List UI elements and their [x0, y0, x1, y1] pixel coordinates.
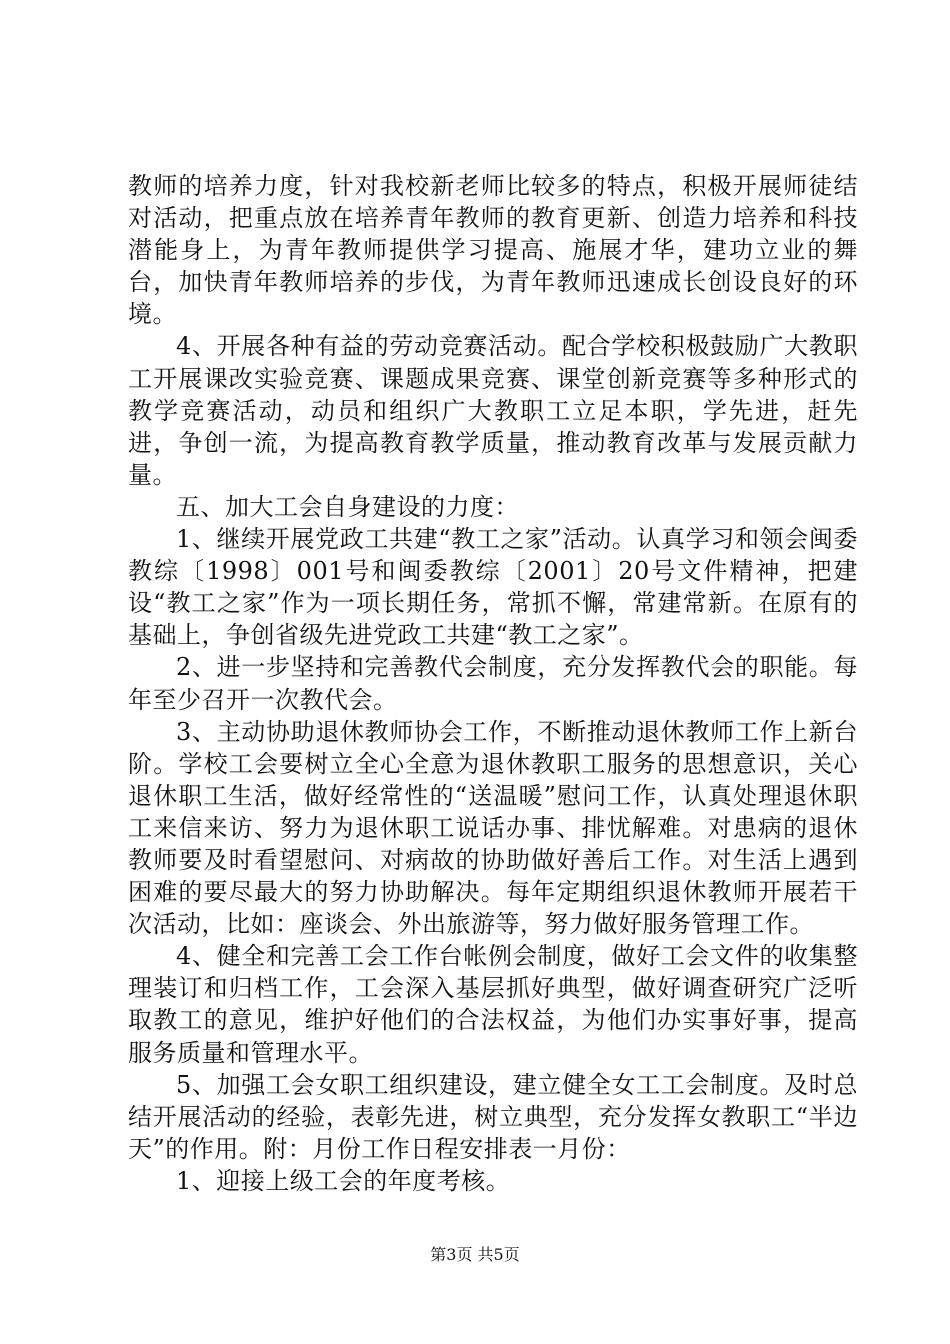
- document-body: [128, 170, 858, 1197]
- paragraph-6: 3、主动协助退休教师协会工作，不断推动退休教师工作上新台阶。学校工会要树立全心全意为退休教职工服务的思想意识，关心退休职工生活，做好经常性的“送温暖”慰问工作，认真处理退休职工来信来访、努力为退休职工说话办事、排忧解难。对患病的退休教师要及时看望慰问、对病故的协助做好善后工作。对生活上遇到困难的要尽最大的努力协助解决。每年定期组织退休教师开展若干次活动，比如：座谈会、外出旅游等，努力做好服务管理工作。: [128, 717, 858, 939]
- page-footer: 第3页 共5页: [430, 1245, 520, 1264]
- section-heading-5: 五、加大工会自身建设的力度：: [176, 492, 519, 521]
- paragraph-2: 4、开展各种有益的劳动竞赛活动。配合学校积极鼓励广大教职工开展课改实验竞赛、课题成果竞赛、课堂创新竞赛等多种形式的教学竞赛活动，动员和组织广大教职工立足本职，学先进，赶先进，争创一流，为提高教育教学质量，推动教育改革与发展贡献力量。: [128, 332, 858, 489]
- paragraph-7: 4、健全和完善工会工作台帐例会制度，做好工会文件的收集整理装订和归档工作，工会深入基层抓好典型，做好调查研究广泛听取教工的意见，维护好他们的合法权益，为他们办实事好事，提高服务质量和管理水平。: [128, 942, 858, 1067]
- paragraph-9: 1、迎接上级工会的年度考核。: [176, 1166, 511, 1195]
- paragraph-5: 2、进一步坚持和完善教代会制度，充分发挥教代会的职能。每年至少召开一次教代会。: [128, 653, 858, 714]
- paragraph-4: 1、继续开展党政工共建“教工之家”活动。认真学习和领会闽委教综〔1998〕001号和闽委教综〔2001〕20号文件精神，把建设“教工之家”作为一项长期任务，常抓不懈，常建常新。在原有的基础上，争创省级先进党政工共建“教工之家”。: [128, 525, 858, 650]
- paragraph-8: 5、加强工会女职工组织建设，建立健全女工工会制度。及时总结开展活动的经验，表彰先进，树立典型，充分发挥女教职工“半边天”的作用。附：月份工作日程安排表一月份：: [128, 1070, 858, 1163]
- paragraph-1: 教师的培养力度，针对我校新老师比较多的特点，积极开展师徒结对活动，把重点放在培养青年教师的教育更新、创造力培养和科技潜能身上，为青年教师提供学习提高、施展才华，建功立业的舞台，加快青年教师培养的步伐，为青年教师迅速成长创设良好的环境。: [128, 172, 858, 329]
